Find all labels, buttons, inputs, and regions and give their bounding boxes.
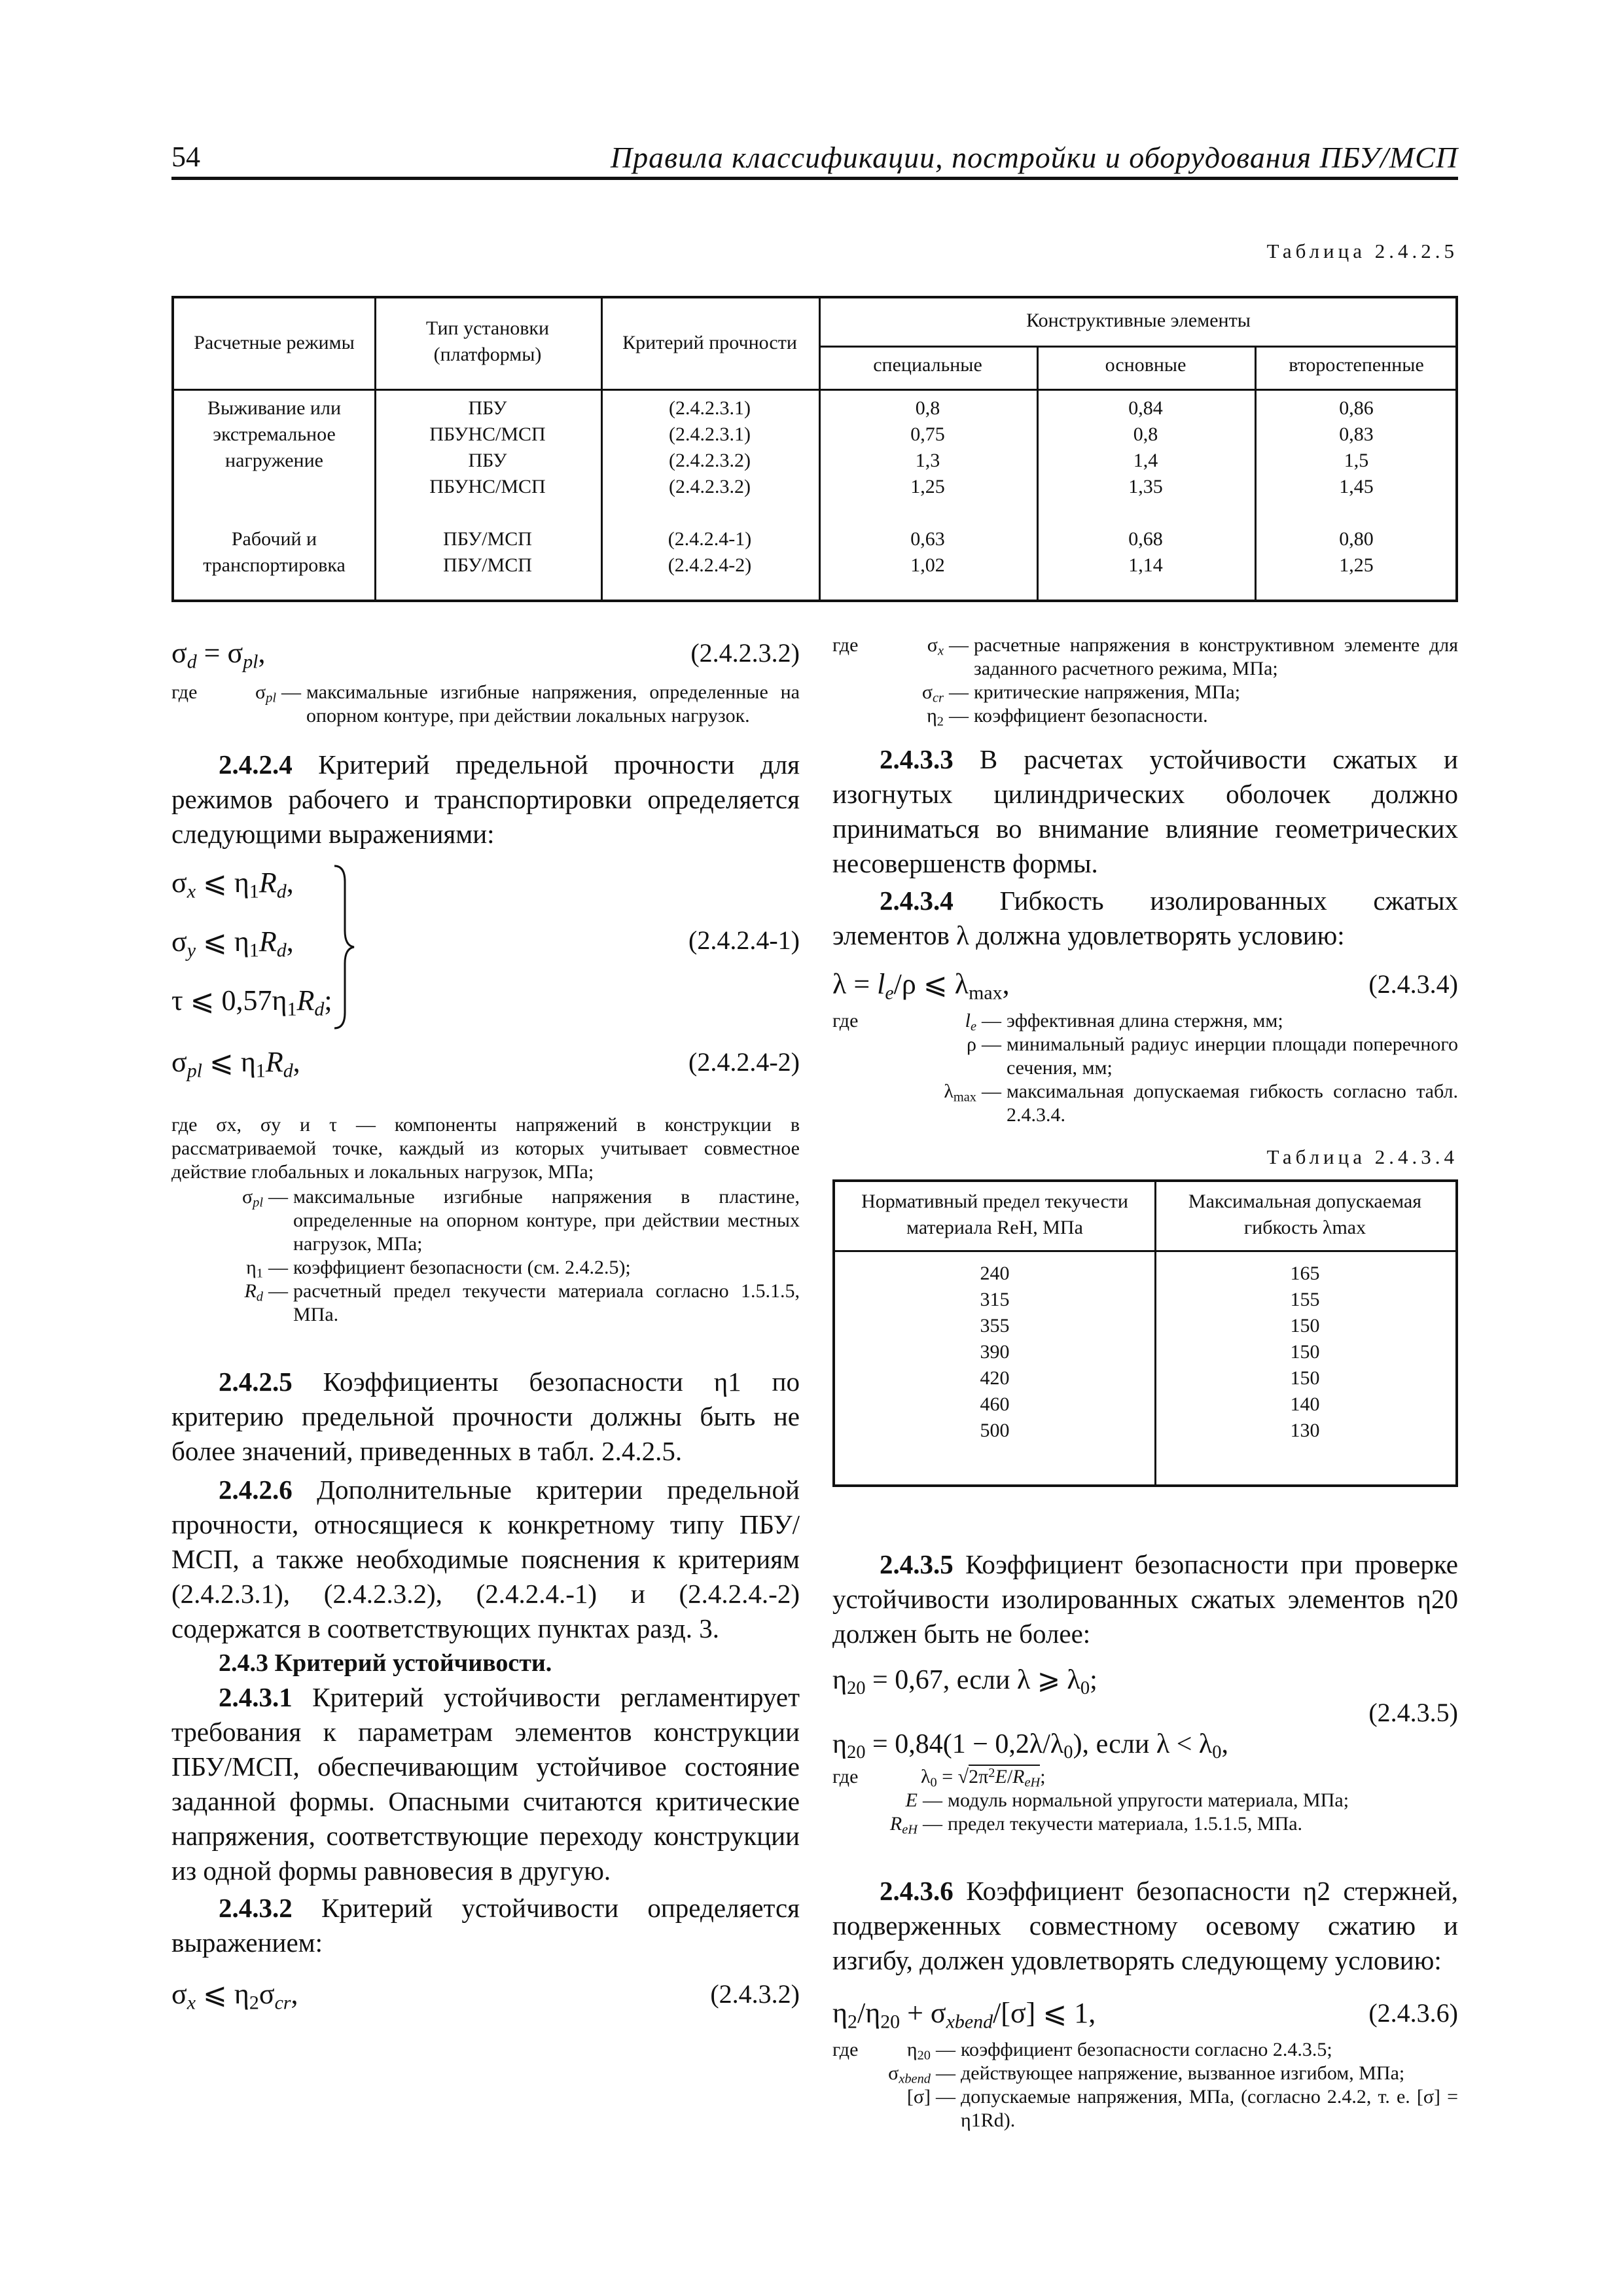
th-elements: Конструктивные элементы xyxy=(1026,310,1251,331)
td-yield-values: 240 315 355 390 420 460 500 xyxy=(980,1263,1010,1441)
running-title: Правила классификации, постройки и оборудования ПБУ/МСП xyxy=(610,141,1458,174)
paragraph-2-4-2-4: 2.4.2.4 Критерий предельной прочности для режимов рабочего и транспортировки определяется следующими выражениями: xyxy=(171,749,800,849)
paragraph-2-4-3-2: 2.4.3.2 Критерий устойчивости определяется выражением: xyxy=(171,1893,800,1958)
td-special-g1: 0,8 0,75 1,3 1,25 xyxy=(910,397,945,497)
table-caption-2425: Таблица 2.4.2.5 xyxy=(1266,240,1458,262)
td-types-g1: ПБУ ПБУНС/МСП ПБУ ПБУНС/МСП xyxy=(429,397,546,497)
table-2425 xyxy=(171,296,1458,602)
table-rule xyxy=(819,346,1455,348)
equation-2-4-3-2: $\sigma_x$ ⩽ $\eta_2\sigma_{cr}$, (2.4.3.2) xyxy=(171,1978,800,2014)
td-mode-survival: Выживание или экстремальное нагружение xyxy=(207,397,342,471)
paragraph-2-4-3-3: 2.4.3.3 В расчетах устойчивости сжатых и изогнутых цилиндрических оболочек должно приниматься во внимание влияние геометрических несовершенств формы. xyxy=(832,744,1458,878)
curly-brace-icon xyxy=(332,862,358,1032)
equation-system-2-4-2-4-1: $\sigma_x$ ⩽ $\eta_1R_d$, $\sigma_y$ ⩽ $\eta_1R_d$, τ ⩽ $0,57\eta_1R_d$; (2.4.2.4-1) xyxy=(171,862,800,1032)
th-main: основные xyxy=(1105,354,1186,376)
page-number: 54 xyxy=(171,141,200,173)
th-platform-type-line2: (платформы) xyxy=(433,344,542,365)
th-yield-strength: Нормативный предел текучести материала ReH, МПа xyxy=(861,1191,1128,1238)
equation-2-4-3-4: $\lambda = l_e/\rho$ ⩽ $\lambda_{max}$, (2.4.3.4) xyxy=(832,968,1458,1004)
th-platform-type-line1: Тип установки xyxy=(425,317,550,339)
paragraph-2-4-3-4: 2.4.3.4 Гибкость изолированных сжатых элементов λ должна удовлетворять условию: xyxy=(832,886,1458,950)
td-criteria-g2: (2.4.2.4-1) (2.4.2.4-2) xyxy=(668,528,752,576)
equation-2-4-2-4-2: $\sigma_{pl}$ ⩽ $\eta_1R_d$, (2.4.2.4-2) xyxy=(171,1046,800,1082)
td-secondary-g2: 0,80 1,25 xyxy=(1339,528,1374,576)
paragraph-2-4-2-5: 2.4.2.5 Коэффициенты безопасности η1 по критерию предельной прочности должны быть не более значений, приведенных в табл. 2.4.2.5. xyxy=(171,1367,800,1466)
td-slenderness-values: 165 155 150 150 150 140 130 xyxy=(1290,1263,1320,1441)
where-block-sigma-cr: где $\sigma_x$ — расчетные напряжения в конструктивном элементе для заданного расчетного режима, МПа; $\sigma_{cr}$ — критические напряжения, МПа; $\eta_2$ — коэффициент безопасности. xyxy=(832,634,1458,729)
equation-2-4-3-5: $\eta_{20} = 0,67$, если λ ⩾ $\lambda_0$; $\eta_{20} = 0,84(1 - 0,2\lambda/\lambda_0)$, если $\lambda < \lambda_0$, (2.4.3.5) xyxy=(832,1665,1458,1763)
where-block-lambda: где $l_e$ — эффективная длина стержня, мм; ρ — минимальный радиус инерции площади поперечного сечения, мм; $\lambda_{max}$ — максимальная допускаемая гибкость согласно табл. 2.4.3.4. xyxy=(832,1010,1458,1126)
left-column xyxy=(171,634,800,2014)
td-mode-working: Рабочий и транспортировка xyxy=(203,528,346,576)
paragraph-2-4-2-6: 2.4.2.6 Дополнительные критерии предельной прочности, относящиеся к конкретному типу ПБУ/МСП, а также необходимые пояснения к критериям (2.4.2.3.1), (2.4.2.3.2), (2.4.2.4.-1) и (2.4.2.4.-2) содержатся в соответствующих пунктах разд. 3. xyxy=(171,1475,800,1643)
right-column xyxy=(832,634,1458,2132)
table-caption-2434: Таблица 2.4.3.4 xyxy=(1266,1145,1458,1168)
paragraph-2-4-3-6: 2.4.3.6 Коэффициент безопасности η2 стержней, подверженных совместному осевому сжатию и изгибу, должен удовлетворять следующему условию: xyxy=(832,1876,1458,1975)
where-block-eta20: где $\lambda_0 = √2\pi^2E/R_{eH}$; E — модуль нормальной упругости материала, МПа; $R_{eH}$ — предел текучести материала, 1.5.1.5, МПа. xyxy=(832,1765,1349,1837)
where-block-eta2: где $\eta_{20}$ — коэффициент безопасности согласно 2.4.3.5; $\sigma_{xbend}$ — действующее напряжение, вызванное изгибом, МПа; [σ] — допускаемые напряжения, МПа, (согласно 2.4.2, т. е. [σ] = η1Rd). xyxy=(832,2039,1458,2131)
where-block-1: где $\sigma_{pl}$ — максимальные изгибные напряжения, определенные на опорном контуре, при действии локальных нагрузок. xyxy=(171,681,800,726)
table-rule xyxy=(174,389,1455,391)
th-modes: Расчетные режимы xyxy=(194,332,355,353)
paragraph-2-4-3-1: 2.4.3.1 Критерий устойчивости регламентирует требования к параметрам элементов конструкции ПБУ/МСП, обеспечивающим устойчивое состояние заданной формы. Опасными считаются критические напряжения, соответствующие переходу конструкции из одной формы равновесия в другую. xyxy=(171,1682,800,1886)
td-secondary-g1: 0,86 0,83 1,5 1,45 xyxy=(1339,397,1374,497)
td-types-g2: ПБУ/МСП ПБУ/МСП xyxy=(443,528,532,576)
td-main-g2: 0,68 1,14 xyxy=(1128,528,1163,576)
table-2434 xyxy=(832,1179,1458,1487)
td-special-g2: 0,63 1,02 xyxy=(910,528,945,576)
td-main-g1: 0,84 0,8 1,4 1,35 xyxy=(1128,397,1163,497)
heading-2-4-3: 2.4.3 Критерий устойчивости. xyxy=(219,1649,552,1677)
equation-2-4-2-3-2: $\sigma_d = \sigma_{pl}$, (2.4.2.3.2) xyxy=(171,637,800,673)
td-criteria-g1: (2.4.2.3.1) (2.4.2.3.1) (2.4.2.3.2) (2.4.2.3.2) xyxy=(669,397,751,497)
equation-2-4-3-6: $\eta_2/\eta_{20} + \sigma_{xbend}/[\sigma]$ ⩽ 1, (2.4.3.6) xyxy=(832,1997,1458,2033)
th-criterion: Критерий прочности xyxy=(622,332,797,353)
paragraph-2-4-3-5: 2.4.3.5 Коэффициент безопасности при проверке устойчивости изолированных сжатых элементов η20 должен быть не более: xyxy=(832,1549,1458,1649)
header-rule xyxy=(171,177,1458,180)
table-rule xyxy=(835,1250,1455,1252)
th-secondary: второстепенные xyxy=(1289,354,1424,376)
where-block-2: где σx, σy и τ — компоненты напряжений в конструкции в рассматриваемой точке, каждый из которых учитывает совместное действие глобальных и локальных нагрузок, МПа; $\sigma_{pl}$ — максимальные изгибные напряжения в пластине, определенные на опорном контуре, при действии местных нагрузок, МПа; $\eta_1$ — коэффициент безопасности (см. 2.4.2.5); $R_d$ — расчетный предел текучести материала согласно 1.5.1.5, МПа. xyxy=(171,1114,800,1325)
th-max-slenderness: Максимальная допускаемая гибкость λmax xyxy=(1188,1191,1422,1238)
th-special: специальные xyxy=(873,354,982,376)
